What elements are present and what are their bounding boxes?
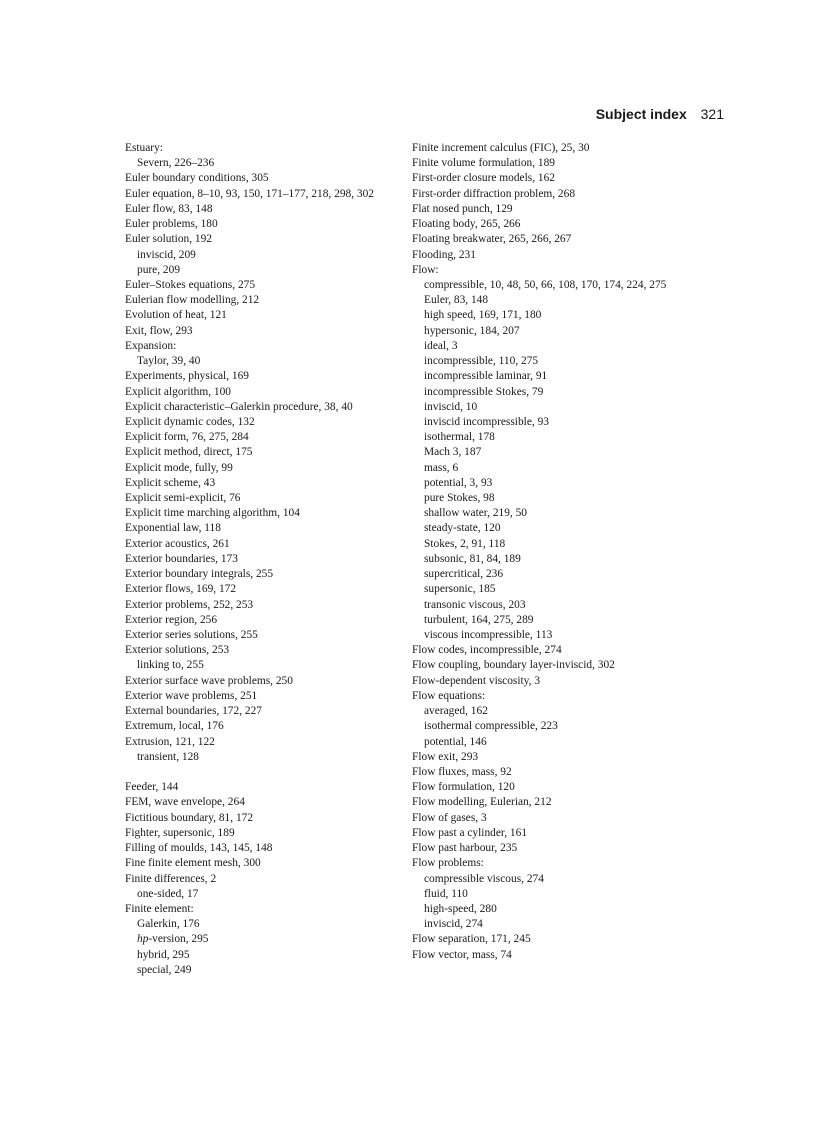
index-subentry: Taylor, 39, 40 <box>137 355 201 368</box>
index-entry: Flow codes, incompressible, 274 <box>412 644 562 657</box>
index-entry: Exterior wave problems, 251 <box>125 689 258 702</box>
index-entry: Explicit characteristic–Galerkin procedure, 38, 40 <box>125 400 353 413</box>
index-entry: Exterior series solutions, 255 <box>125 629 258 641</box>
section-title: Subject index <box>595 106 687 122</box>
index-entry: Flat nosed punch, 129 <box>412 202 513 215</box>
index-subentry: pure, 209 <box>137 263 181 276</box>
index-entry: Finite increment calculus (FIC), 25, 30 <box>412 142 590 154</box>
running-header <box>596 106 724 122</box>
index-subentry: potential, 3, 93 <box>424 476 493 489</box>
index-subentry: averaged, 162 <box>424 705 488 718</box>
index-entry: Eulerian flow modelling, 212 <box>125 294 260 307</box>
index-entry: Floating breakwater, 265, 266, 267 <box>412 233 572 246</box>
index-column-left <box>125 141 415 978</box>
index-subentry: ideal, 3 <box>424 339 458 352</box>
index-entry: Fighter, supersonic, 189 <box>125 826 235 839</box>
index-entry: Exponential law, 118 <box>125 522 221 535</box>
index-entry: Feeder, 144 <box>125 781 179 794</box>
index-entry: Euler flow, 83, 148 <box>125 202 213 215</box>
index-entry: Flow formulation, 120 <box>412 781 515 794</box>
index-subentry: steady-state, 120 <box>424 522 501 535</box>
index-subentry: compressible, 10, 48, 50, 66, 108, 170, 174, 224, 275 <box>424 278 667 291</box>
index-entry: Explicit time marching algorithm, 104 <box>125 507 300 520</box>
index-entry: Euler equation, 8–10, 93, 150, 171–177, 218, 298, 302 <box>125 187 374 200</box>
index-entry: Expansion: <box>125 339 177 352</box>
index-entry: Explicit scheme, 43 <box>125 476 216 489</box>
index-subentry: transient, 128 <box>137 750 200 763</box>
index-entry: Flow separation, 171, 245 <box>412 933 531 946</box>
index-subentry: inviscid, 10 <box>424 400 478 413</box>
index-entry: Explicit semi-explicit, 76 <box>125 492 241 505</box>
index-entry: Exterior solutions, 253 <box>125 644 230 657</box>
index-entry: Exterior problems, 252, 253 <box>125 598 254 611</box>
index-entry: Flow past harbour, 235 <box>412 842 518 855</box>
index-entry: Fine finite element mesh, 300 <box>125 857 261 870</box>
index-entry: Flow equations: <box>412 689 486 702</box>
index-entry: Flow fluxes, mass, 92 <box>412 765 512 778</box>
index-subentry: inviscid, 209 <box>137 248 196 261</box>
index-entry: Exit, flow, 293 <box>125 324 193 337</box>
index-subentry: high-speed, 280 <box>424 902 497 915</box>
index-entry: Exterior boundary integrals, 255 <box>125 568 274 581</box>
index-subentry: Severn, 226–236 <box>137 157 215 170</box>
index-subentry: Mach 3, 187 <box>424 446 482 459</box>
index-subentry: one-sided, 17 <box>137 887 199 900</box>
index-entry: Extrusion, 121, 122 <box>125 735 215 748</box>
index-subentry: fluid, 110 <box>424 887 468 900</box>
index-subentry: Galerkin, 176 <box>137 918 200 931</box>
index-entry: Exterior boundaries, 173 <box>125 552 238 565</box>
index-entry: Explicit mode, fully, 99 <box>125 461 233 474</box>
index-subentry: incompressible laminar, 91 <box>424 370 548 383</box>
index-entry: External boundaries, 172, 227 <box>125 705 262 718</box>
index-subentry: special, 249 <box>137 963 192 976</box>
index-entry: Floating body, 265, 266 <box>412 218 521 231</box>
index-subentry: shallow water, 219, 50 <box>424 507 527 520</box>
index-entry: Estuary: <box>125 142 163 154</box>
index-entry: Finite element: <box>125 902 194 915</box>
index-entry: FEM, wave envelope, 264 <box>125 796 245 809</box>
index-entry: Filling of moulds, 143, 145, 148 <box>125 842 273 855</box>
index-entry: Explicit dynamic codes, 132 <box>125 415 255 428</box>
index-subentry: supercritical, 236 <box>424 568 504 581</box>
index-entry: Flow vector, mass, 74 <box>412 948 512 961</box>
index-entry: First-order diffraction problem, 268 <box>412 187 576 200</box>
index-subentry: Stokes, 2, 91, 118 <box>424 537 506 550</box>
index-entry: Explicit algorithm, 100 <box>125 385 231 398</box>
index-entry: Extremum, local, 176 <box>125 720 224 733</box>
index-entry: Fictitious boundary, 81, 172 <box>125 811 254 824</box>
index-entry: Flow coupling, boundary layer-inviscid, 302 <box>412 659 615 672</box>
page-number: 321 <box>700 106 724 122</box>
index-entry: Flow-dependent viscosity, 3 <box>412 674 541 687</box>
index-entry: Euler problems, 180 <box>125 218 218 231</box>
index-subentry: Euler, 83, 148 <box>424 294 489 307</box>
index-entry: Explicit method, direct, 175 <box>125 446 253 459</box>
index-entry: Finite volume formulation, 189 <box>412 157 556 170</box>
index-entry: Flow of gases, 3 <box>412 811 487 824</box>
index-subentry: incompressible, 110, 275 <box>424 355 539 368</box>
index-subentry: viscous incompressible, 113 <box>424 629 553 641</box>
index-subentry: incompressible Stokes, 79 <box>424 385 544 398</box>
index-entry: Flow modelling, Eulerian, 212 <box>412 796 552 809</box>
index-entry: First-order closure models, 162 <box>412 172 555 185</box>
index-entry: Flow: <box>412 263 439 276</box>
index-subentry: subsonic, 81, 84, 189 <box>424 552 521 565</box>
index-subentry: linking to, 255 <box>137 659 204 672</box>
index-entry: Finite differences, 2 <box>125 872 217 885</box>
index-column-right <box>412 141 712 963</box>
index-entry: Exterior surface wave problems, 250 <box>125 674 293 687</box>
index-subentry: potential, 146 <box>424 735 487 748</box>
index-subentry: compressible viscous, 274 <box>424 872 544 885</box>
index-subentry: isothermal, 178 <box>424 431 495 444</box>
index-subentry: inviscid incompressible, 93 <box>424 415 549 428</box>
index-entry: Flow problems: <box>412 857 484 870</box>
index-entry: Euler boundary conditions, 305 <box>125 172 269 185</box>
index-entry: Euler–Stokes equations, 275 <box>125 278 256 291</box>
index-subentry: pure Stokes, 98 <box>424 492 495 505</box>
index-entry: Experiments, physical, 169 <box>125 370 250 383</box>
index-entry: Flow exit, 293 <box>412 750 479 763</box>
index-subentry: hypersonic, 184, 207 <box>424 324 520 337</box>
index-entry: Flow past a cylinder, 161 <box>412 826 528 839</box>
index-entry: Exterior flows, 169, 172 <box>125 583 237 596</box>
index-entry: Explicit form, 76, 275, 284 <box>125 431 249 444</box>
index-subentry: isothermal compressible, 223 <box>424 720 558 733</box>
index-subentry: hp-version, 295 <box>137 933 209 946</box>
index-subentry: hybrid, 295 <box>137 948 190 961</box>
section-gap <box>125 765 415 780</box>
index-subentry: turbulent, 164, 275, 289 <box>424 613 534 626</box>
index-entry: Flooding, 231 <box>412 248 476 261</box>
index-subentry: inviscid, 274 <box>424 918 483 931</box>
index-entry: Exterior region, 256 <box>125 613 218 626</box>
index-subentry: transonic viscous, 203 <box>424 598 526 611</box>
index-entry: Exterior acoustics, 261 <box>125 537 230 550</box>
index-subentry: high speed, 169, 171, 180 <box>424 309 542 322</box>
index-entry: Evolution of heat, 121 <box>125 309 227 322</box>
index-entry: Euler solution, 192 <box>125 233 213 246</box>
index-subentry: mass, 6 <box>424 461 459 474</box>
index-subentry: supersonic, 185 <box>424 583 496 596</box>
